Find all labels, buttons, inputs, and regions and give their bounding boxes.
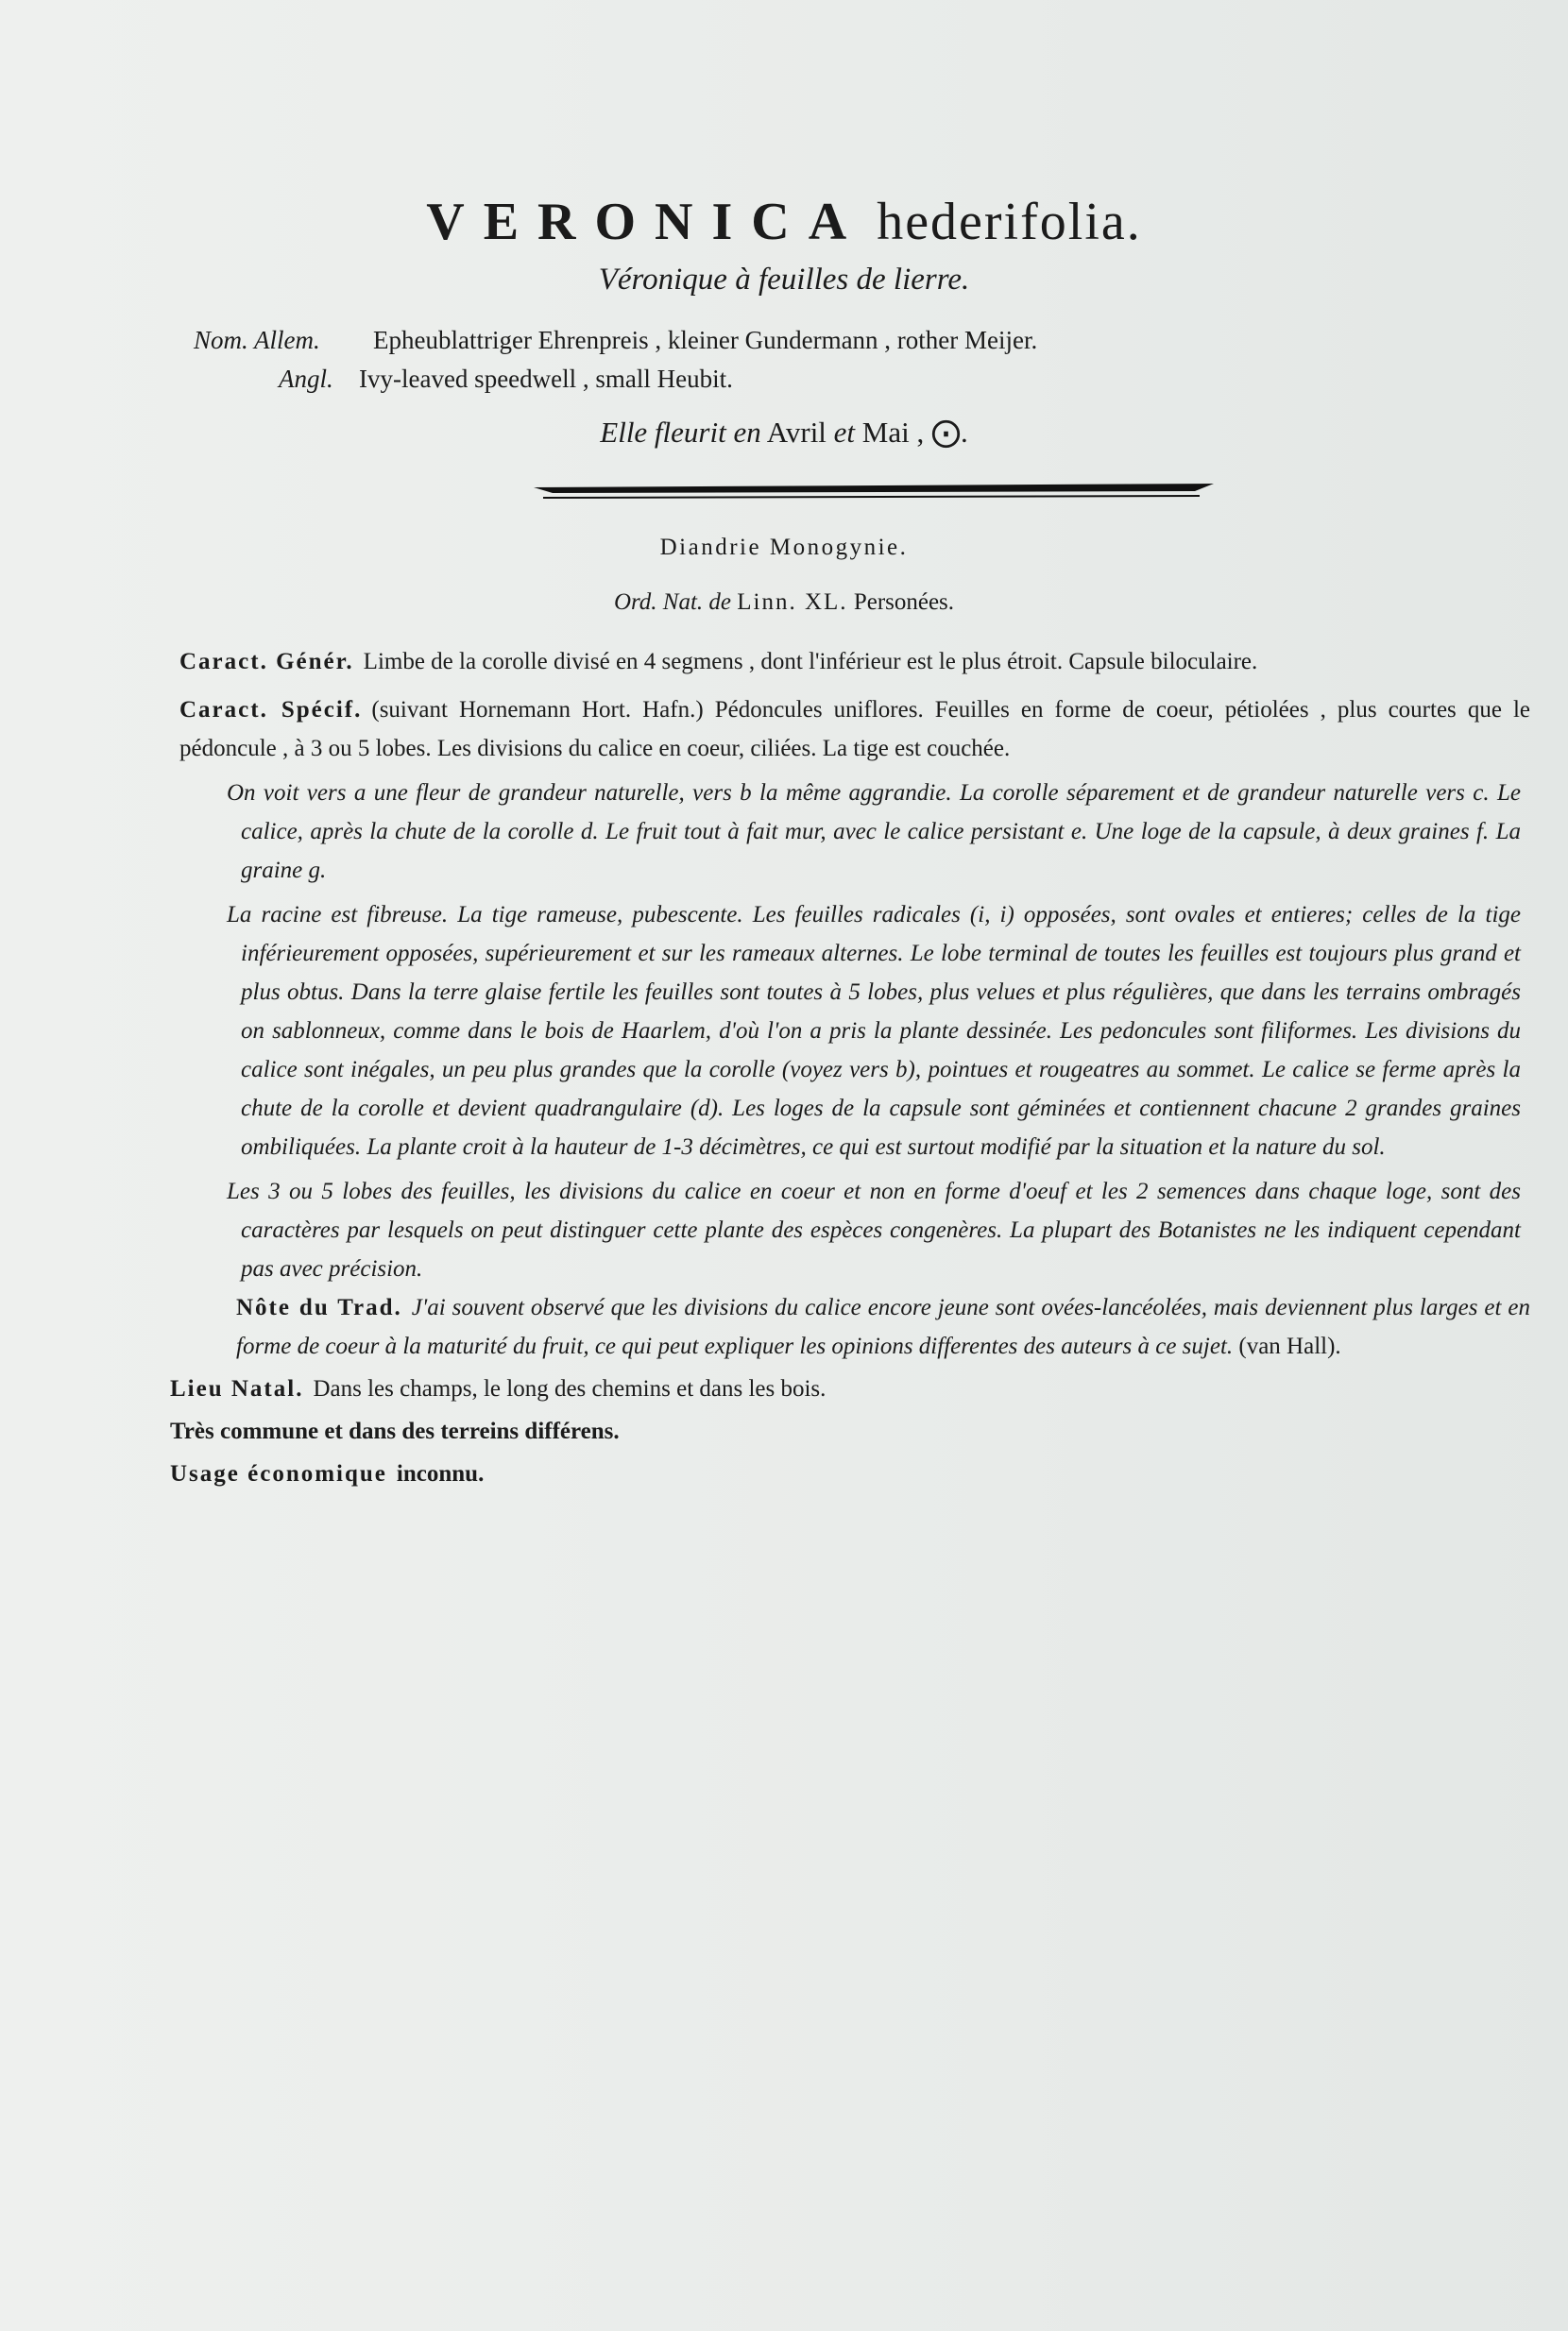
- linnaean-class: Diandrie Monogynie.: [659, 535, 909, 560]
- frequency: Très commune et dans des terreins différens.: [170, 1419, 620, 1444]
- habitat-text: Dans les champs, le long des chemins et dans les bois.: [313, 1376, 827, 1402]
- french-name: Véronique à feuilles de lierre.: [598, 263, 970, 297]
- figure-explanation: On voit vers a une fleur de grandeur naturelle, vers b la même aggrandie. La corolle séparement et de grandeur naturelle vers c. Le calice, après la chute de la corolle d. Le fruit tout à fait mur, avec le calice persistant e. Une loge de la capsule, à deux graines f. La graine g.: [227, 780, 1521, 883]
- flowering-line: [0, 416, 1568, 450]
- plant-description: La racine est fibreuse. La tige rameuse, pubescente. Les feuilles radicales (i, i) opposées, sont ovales et entieres; celles de la tige inférieurement opposées, supérieurement et sur les rameaux alternes. Le lobe terminal de toutes les feuilles est toujours plus grand et plus obtus. Dans la terre glaise fertile les feuilles sont toutes à 5 lobes, plus velues et plus régulières, que dans les terrains ombragés on sablonneux, comme dans le bois de Haarlem, d'où l'on a pris la plante dessinée. Les pedoncules sont filiformes. Les divisions du calice sont inégales, un peu plus grandes que la corolle (voyez vers b), pointues et rougeatres au sommet. Le calice se ferme après la chute de la corolle et devient quadrangulaire (d). Les loges de la capsule sont géminées et contiennent chacune 2 grandes graines ombiliquées. La plante croit à la hauteur de 1-3 décimètres, ce qui est surtout modifié par la situation et la nature du sol.: [227, 902, 1521, 1160]
- english-name: Ivy-leaved speedwell , small Heubit.: [359, 365, 733, 393]
- habitat: [170, 1370, 1530, 1408]
- english-name-row: [194, 360, 1037, 399]
- vernacular-names: [194, 321, 1037, 399]
- german-name: Epheublattriger Ehrenpreis , kleiner Gundermann , rother Meijer.: [373, 326, 1038, 354]
- specific-character-text: (suivant Hornemann Hort. Hafn.) Pédoncules uniflores. Feuilles en forme de coeur, pétiolées , plus courtes que le pédoncule , à 3 ou 5 lobes. Les divisions du calice en coeur, ciliées. La tige est couchée.: [179, 697, 1530, 761]
- body-text: [170, 642, 1530, 1493]
- distinguishing-features: Les 3 ou 5 lobes des feuilles, les divisions du calice en coeur et non en forme d'oeuf et les 2 semences dans chaque loge, sont des caractères par lesquels on peut distinguer cette plante des espèces congenères. La plupart des Botanistes ne les indiquent cependant pas avec précision.: [227, 1179, 1521, 1282]
- genus-name: VERONICA: [426, 193, 866, 251]
- specific-character: [179, 690, 1530, 768]
- generic-character-text: Limbe de la corolle divisé en 4 segmens , dont l'inférieur est le plus étroit. Capsule biloculaire.: [363, 649, 1258, 674]
- economic-use-label: Usage économique: [170, 1461, 387, 1487]
- page-title: [0, 189, 1568, 255]
- order-family: Personées.: [853, 589, 955, 615]
- flowering-et: et: [833, 416, 856, 449]
- translator-signature: (van Hall).: [1238, 1334, 1341, 1359]
- species-name: hederifolia.: [877, 193, 1142, 251]
- translator-note-label: Nôte du Trad.: [236, 1295, 402, 1320]
- generic-character-label: Caract. Génér.: [179, 649, 354, 674]
- german-label: Nom. Allem.: [194, 326, 320, 354]
- decorative-rule: [534, 484, 1214, 502]
- translator-note: [179, 1288, 1530, 1366]
- habitat-label: Lieu Natal.: [170, 1376, 304, 1402]
- generic-character: [179, 642, 1530, 681]
- economic-use: [170, 1455, 1530, 1493]
- german-name-row: [194, 321, 1037, 360]
- economic-use-text: inconnu.: [396, 1461, 485, 1487]
- translator-note-text: J'ai souvent observé que les divisions du calice encore jeune sont ovées-lancéolées, mais deviennent plus larges et en forme de coeur à la maturité du fruit, ce qui peut expliquer les opinions differentes des auteurs à ce sujet.: [236, 1295, 1530, 1359]
- flowering-month-2: Mai ,: [861, 416, 925, 449]
- specific-character-label: Caract. Spécif.: [179, 697, 363, 723]
- english-label: Angl.: [279, 365, 333, 393]
- natural-order: [0, 589, 1568, 616]
- flowering-pre: Elle fleurit en: [600, 416, 761, 449]
- order-pre: Ord. Nat. de: [613, 589, 732, 615]
- order-linn: Linn. XL.: [737, 589, 848, 615]
- annual-symbol: ⨀.: [930, 416, 968, 449]
- flowering-month-1: Avril: [766, 416, 827, 449]
